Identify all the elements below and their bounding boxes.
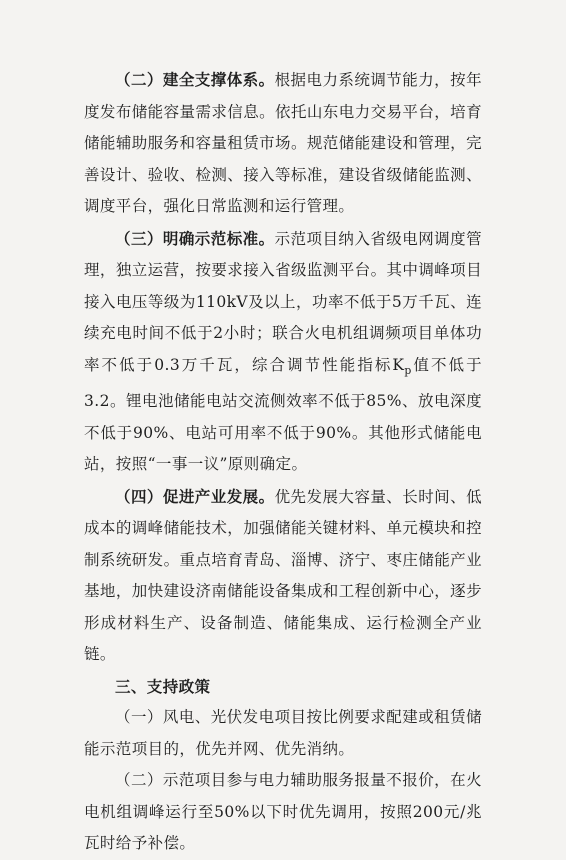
paragraph-industry-development bbox=[84, 481, 482, 671]
subscript-p: p bbox=[404, 363, 412, 377]
paragraph-text: 优先发展大容量、长时间、低成本的调峰储能技术，加强储能关键材料、单元模块和控制系统研发。重点培育青岛、淄博、济宁、枣庄储能产业基地，加快建设济南储能设备集成和工程创新中心，逐步形成材料生产、设备制造、储能集成、运行检测全产业链。 bbox=[84, 487, 482, 664]
paragraph-lead: （四）促进产业发展。 bbox=[115, 486, 275, 506]
paragraph-support-system bbox=[84, 64, 482, 223]
paragraph-lead: （三）明确示范标准。 bbox=[115, 228, 275, 248]
paragraph-text: 根据电力系统调节能力，按年度发布储能容量需求信息。依托山东电力交易平台，培育储能辅助服务和容量租赁市场。规范储能建设和管理，完善设计、验收、检测、接入等标准，建设省级储能监测、调度平台，强化日常监测和运行管理。 bbox=[84, 71, 482, 215]
paragraph-demo-standards bbox=[84, 223, 482, 481]
paragraph-text-continued: 值不低于3.2。锂电池储能电站交流侧效率不低于85%、放电深度不低于90%、电站可用率不低于90%。其他形式储能电站，按照“一事一议”原则确定。 bbox=[84, 355, 482, 474]
paragraph-text: 示范项目纳入省级电网调度管理，独立运营，按要求接入省级监测平台。其中调峰项目接入电压等级为110kV及以上，功率不低于5万千瓦、连续充电时间不低于2小时；联合火电机组调频项目单体功率不低于0.3万千瓦，综合调节性能指标K bbox=[84, 229, 482, 374]
paragraph-policy-2: （二）示范项目参与电力辅助服务报量不报价，在火电机组调峰运行至50%以下时优先调用，按照200元/兆瓦时给予补偿。 bbox=[84, 771, 482, 853]
paragraph-policy-1: （一）风电、光伏发电项目按比例要求配建或租赁储能示范项目的，优先并网、优先消纳。 bbox=[84, 708, 482, 758]
paragraph-lead: （二）建全支撑体系。 bbox=[115, 70, 275, 89]
section-heading-support-policy: 三、支持政策 bbox=[115, 676, 211, 696]
